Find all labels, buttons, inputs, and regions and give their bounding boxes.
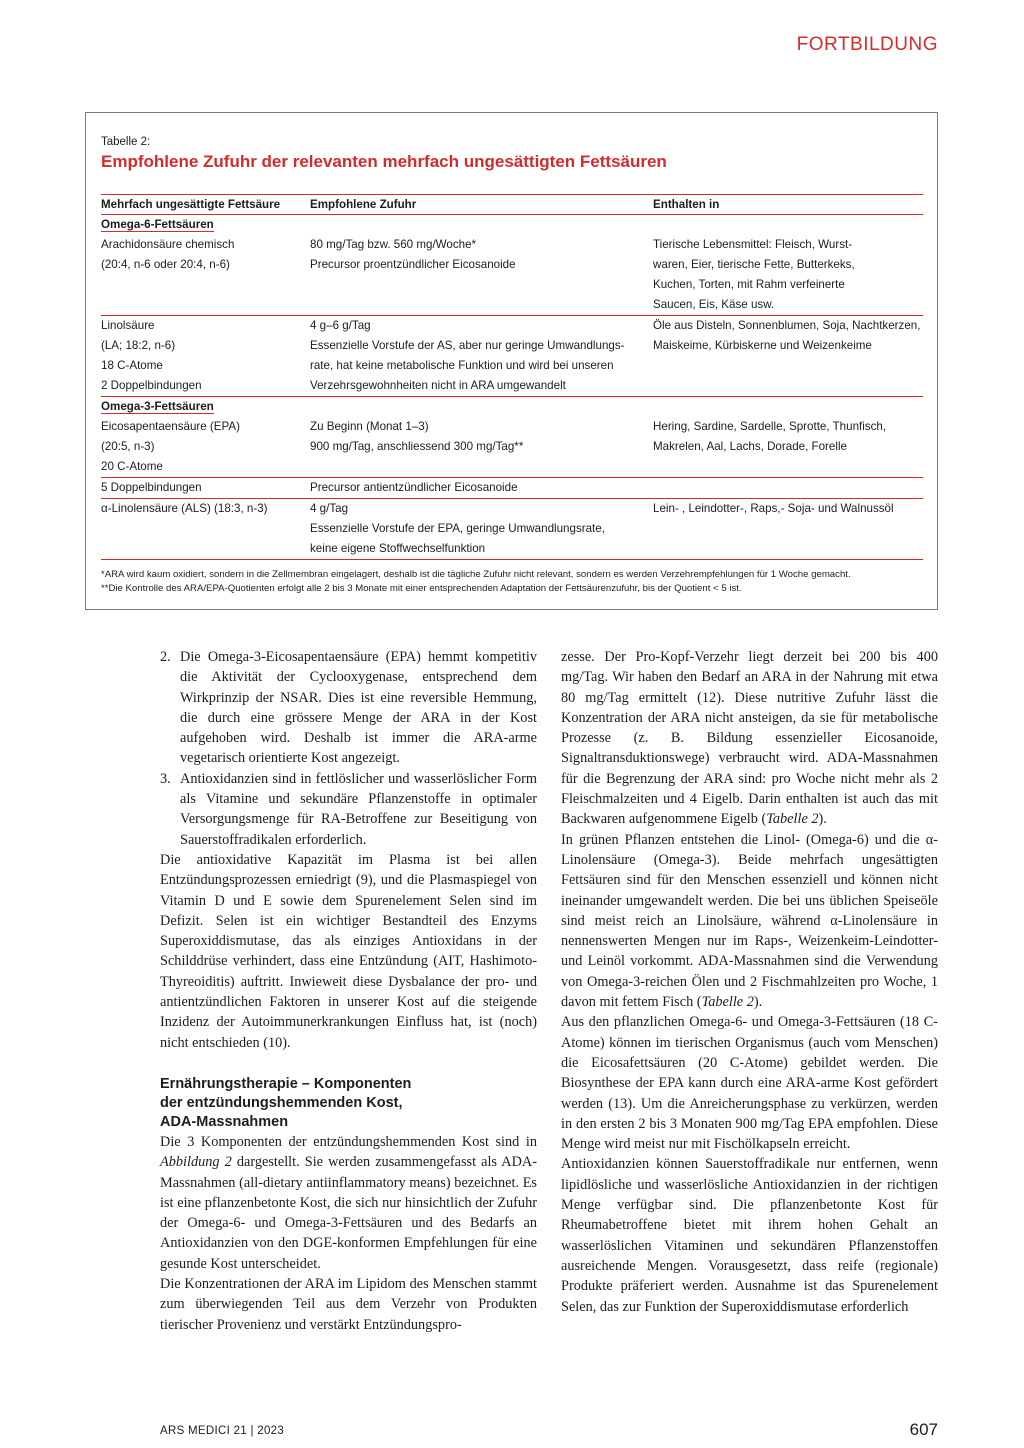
group-row-omega3 xyxy=(101,396,923,417)
group-label-omega3: Omega-3-Fettsäuren xyxy=(101,400,214,413)
cell-intake: Zu Beginn (Monat 1–3) 900 mg/Tag, anschliessend 300 mg/Tag** xyxy=(310,420,524,453)
table-row xyxy=(101,477,923,498)
figure-reference: Abbildung 2 xyxy=(160,1154,232,1171)
body-paragraph: Die antioxidative Kapazität im Plasma ist bei allen Entzündungsprozessen erniedrigt (9), und die Plasmaspiegel von Vitamin D und E sowie dem Spurenelement Selen sind im Defizit. Selen ist ein wichtiger Bestandteil des Enzyms Superoxiddismutase, das als einziges Antioxidans in der Schilddrüse verhindert, dass eine Entzündung (AIT, Hashimoto-Thyreoiditis) auftritt. Inwieweit diese Dysbalance der pro- und antientzündlichen Faktoren in unserer Kost auf die steigende Inzidenz der Autoimmunerkrankungen Einfluss hat, ist (noch) nicht entschieden (10). xyxy=(160,851,537,1051)
cell-fatty-acid: Eicosapentaensäure (EPA) (20:5, n-3) 20 C-Atome xyxy=(101,420,240,473)
cell-fatty-acid: 5 Doppelbindungen xyxy=(101,481,202,494)
numbered-list xyxy=(160,647,537,850)
column-header-fatty-acid: Mehrfach ungesättigte Fettsäure xyxy=(101,198,281,211)
right-column xyxy=(561,647,938,1317)
list-item-text: Die Omega-3-Eicosapentaensäure (EPA) hemmt kompetitiv die Aktivität der Cyclooxygenase, entsprechend dem Wirkprinzip der NSAR. Dies ist eine reversible Hemmung, die durch eine grössere Menge der ARA in der Kost aufgehoben wird. Deshalb ist immer die ARA-arme vegetarisch orientierte Kost angezeigt. xyxy=(180,649,537,767)
list-number: 3. xyxy=(160,770,171,787)
cell-intake: 4 g–6 g/Tag Essenzielle Vorstufe der AS, aber nur geringe Umwandlungs- rate, hat keine metabolische Funktion und wird bei unseren Verzehrsgewohnheiten nicht in ARA umgewandelt xyxy=(310,319,625,392)
column-header-contained-in: Enthalten in xyxy=(653,198,720,211)
table-footnotes xyxy=(101,568,926,596)
list-item-text: Antioxidanzien sind in fettlöslicher und wasserlöslicher Form als Vitamine und sekundäre Pflanzenstoffe in optimaler Versorgungsmenge für RA-Betroffene zur Beseitigung von Sauerstoffradikalen erforderlich. xyxy=(180,770,537,848)
footnote: **Die Kontrolle des ARA/EPA-Quotienten erfolgt alle 2 bis 3 Monate mit einer entsprechenden Adaptation der Fettsäurenzufuhr, bis der Quotient < 5 ist. xyxy=(101,583,742,594)
cell-intake: 80 mg/Tag bzw. 560 mg/Woche* Precursor proentzündlicher Eicosanoide xyxy=(310,238,516,271)
table-header-row xyxy=(101,194,923,214)
table-row xyxy=(101,315,923,396)
table-row xyxy=(101,498,923,560)
table-box xyxy=(85,112,938,610)
table-reference: Tabelle 2 xyxy=(766,811,819,828)
cell-contained-in xyxy=(653,478,923,498)
table-row xyxy=(101,417,923,477)
footnote: *ARA wird kaum oxidiert, sondern in die Zellmembran eingelagert, deshalb ist die tägliche Zufuhr nicht relevant, sondern es werden Verzehrempfehlungen für 1 Woche gemacht. xyxy=(101,569,851,580)
group-row-omega6 xyxy=(101,214,923,235)
cell-contained-in: Hering, Sardine, Sardelle, Sprotte, Thunfisch, Makrelen, Aal, Lachs, Dorade, Forelle xyxy=(653,420,887,453)
body-paragraph: Die Konzentrationen der ARA im Lipidom des Menschen stammt zum überwiegenden Teil aus dem Verzehr von Produkten tierischer Provenienz und verstärkt Entzündungspro- xyxy=(160,1276,537,1333)
cell-contained-in: Lein- , Leindotter-, Raps,- Soja- und Walnussöl xyxy=(653,502,894,515)
cell-fatty-acid: Linolsäure (LA; 18:2, n-6) 18 C-Atome 2 Doppelbindungen xyxy=(101,319,202,392)
table-reference: Tabelle 2 xyxy=(701,994,754,1011)
cell-intake: 4 g/Tag Essenzielle Vorstufe der EPA, geringe Umwandlungsrate, keine eigene Stoffwechselfunktion xyxy=(310,502,605,555)
cell-contained-in: Öle aus Disteln, Sonnenblumen, Soja, Nachtkerzen, Maiskeime, Kürbiskerne und Weizenkeime xyxy=(653,319,921,352)
section-header: FORTBILDUNG xyxy=(796,34,938,55)
cell-fatty-acid: α-Linolensäure (ALS) (18:3, n-3) xyxy=(101,502,268,515)
table-label: Tabelle 2: xyxy=(101,136,151,148)
body-paragraph: In grünen Pflanzen entstehen die Linol- (Omega-6) und die α-Linolensäure (Omega-3). Beide mehrfach ungesättigten Fettsäuren sind für den Menschen essenziell und können nicht ineinander umgewandelt werden. Die bei uns üblichen Speiseöle sind meist reich an Linolsäure, während α-Linolensäure in nennenswerten Mengen nur im Raps-, Weizenkeim-Leindotter- und Leinöl vorkommt. ADA-Massnahmen sind die Verwendung von Omega-3-reichen Ölen und 2 Fischmahlzeiten pro Woche, 1 davon mit fettem Fisch (Tabelle 2). xyxy=(561,831,938,1011)
body-paragraph: zesse. Der Pro-Kopf-Verzehr liegt derzeit bei 200 bis 400 mg/Tag. Wir haben den Bedarf an ARA in der Nahrung mit etwa 80 mg/Tag ermittelt (12). Diese nutritive Zufuhr lässt die Konzentration der ARA nicht ansteigen, da sie für metabolische Prozesse (z. B. Bildung essenzieller Eicosanoide, Signaltransduktionswege) verbraucht wird. ADA-Massnahmen für die Begrenzung der ARA sind: pro Woche nicht mehr als 2 Fleischmalzeiten und 4 Eigelb. Darin enthalten ist auch das mit Backwaren aufgenommene Eigelb (Tabelle 2). xyxy=(561,649,938,828)
group-label-omega6: Omega-6-Fettsäuren xyxy=(101,218,214,231)
column-header-intake: Empfohlene Zufuhr xyxy=(310,198,417,211)
left-column xyxy=(160,647,537,1335)
table-title: Empfohlene Zufuhr der relevanten mehrfach ungesättigten Fettsäuren xyxy=(101,152,667,171)
list-number: 2. xyxy=(160,649,171,665)
body-paragraph: Antioxidanzien können Sauerstoffradikale nur entfernen, wenn lipidlösliche und wasserlösliche Antioxidanzien in der richtigen Menge verfügbar sind. Die pflanzenbetonte Kost für Rheumabetroffene bietet mit ihrem hohen Gehalt an wasserlöslichen Vitaminen und sekundären Pflanzenstoffen ausreichende Mengen. Vorausgesetzt, dass reife (regionale) Produkte präferiert werden. Ausnahme ist das Spurenelement Selen, das zur Funktion der Superoxiddismutase erforderlich xyxy=(561,1156,938,1315)
journal-footer: ARS MEDICI 21 | 2023 xyxy=(160,1425,285,1437)
fatty-acid-table xyxy=(101,194,923,560)
list-item xyxy=(160,647,537,769)
list-item xyxy=(160,769,537,850)
cell-contained-in: Tierische Lebensmittel: Fleisch, Wurst- waren, Eier, tierische Fette, Butterkeks, Kuchen, Torten, mit Rahm verfeinerte Saucen, Eis, Käse usw. xyxy=(653,238,855,311)
page-number: 607 xyxy=(909,1420,938,1439)
table-row xyxy=(101,235,923,315)
cell-fatty-acid: Arachidonsäure chemisch (20:4, n-6 oder 20:4, n-6) xyxy=(101,238,235,271)
body-paragraph: Aus den pflanzlichen Omega-6- und Omega-3-Fettsäuren (18 C-Atome) können im tierischen Organismus (auch vom Menschen) die Eicosafettsäuren (20 C-Atome) gebildet werden. Die Biosynthese der EPA kann durch eine ARA-arme Kost gefördert werden (13). Um die Anreicherungsphase zu verkürzen, werden in den ersten 2 bis 3 Monaten 900 mg/Tag EPA empfohlen. Diese Menge wird meist nur mit Fischölkapseln erreicht. xyxy=(561,1014,938,1153)
body-paragraph: Die 3 Komponenten der entzündungshemmenden Kost sind in Abbildung 2 dargestellt. Sie werden zusammengefasst als ADA-Massnahmen (all-dietary antiinflammatory means) bezeichnet. Es ist eine pflanzenbetonte Kost, die sich nur hinsichtlich der Zufuhr der Omega-6- und Omega-3-Fettsäuren und des Bedarfs an Antioxidanzien von den DGE-konformen Empfehlungen für eine gesunde Kost unterscheidet. xyxy=(160,1133,537,1272)
section-heading: Ernährungstherapie – Komponenten der entzündungshemmenden Kost, ADA-Massnahmen xyxy=(160,1075,412,1130)
cell-intake: Precursor antientzündlicher Eicosanoide xyxy=(310,481,518,494)
